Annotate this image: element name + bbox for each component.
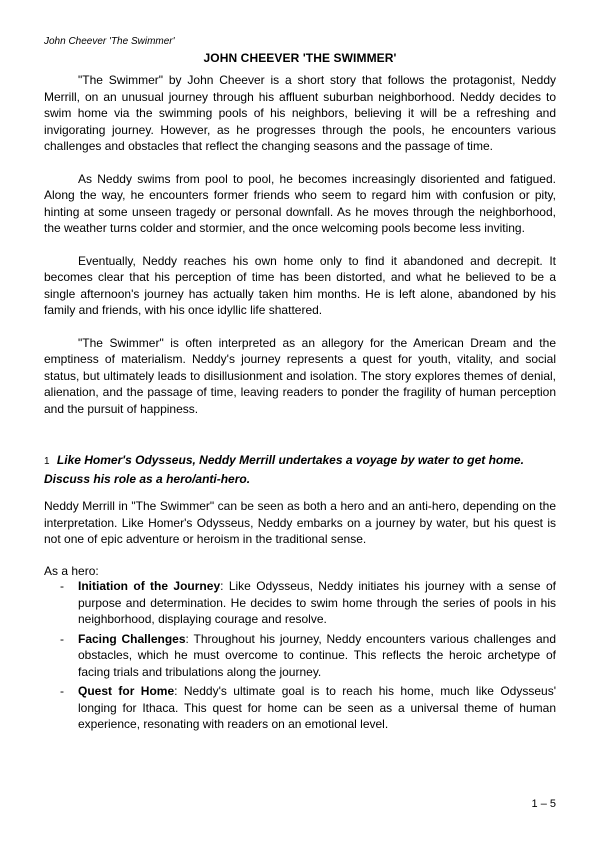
bullet-dash: - (60, 684, 64, 698)
paragraph: "The Swimmer" by John Cheever is a short story that follows the protagonist, Neddy Merrill, on an unusual journey through his affluent suburban neighborhood. Neddy decides to swim home via the swimming pools of his neighbors, believing it will be a refreshing and invigorating journey. However, as he progresses through the pools, he encounters various challenges and obstacles that reflect the changing seasons and the passage of time. (44, 73, 556, 153)
running-header: John Cheever 'The Swimmer' (44, 36, 175, 47)
question-heading (44, 452, 556, 487)
answer-intro: Neddy Merrill in "The Swimmer" can be seen as both a hero and an anti-hero, depending on the interpretation. Like Homer's Odysseus, Neddy embarks on a journey by water, but his quest is not one of epic adventure or heroism in the traditional sense. (44, 499, 556, 546)
paragraph: "The Swimmer" is often interpreted as an allegory for the American Dream and the emptiness of materialism. Neddy's journey represents a quest for youth, vitality, and social status, but ultimately leads to disillusionment and isolation. The story explores themes of denial, alienation, and the passage of time, leaving readers to ponder the fragility of human perception and the pursuit of happiness. (44, 335, 556, 416)
paragraph: Eventually, Neddy reaches his own home only to find it abandoned and decrepit. It becomes clear that his perception of time has been distorted, and what he believed to be a single afternoon's journey has actually taken him months. He is left alone, abandoned by his family and friends, with his once idyllic life shattered. (44, 253, 556, 317)
point-text: : Neddy's ultimate goal is to reach his home, much like Odysseus' longing for Ithaca. This quest for home can be seen as a universal theme of human experience, resonating with readers on an emotional level. (78, 684, 556, 731)
list-item (60, 631, 556, 681)
list-item (60, 683, 556, 733)
bullet-dash: - (60, 579, 64, 593)
point-term: Facing Challenges (78, 631, 186, 646)
bullet-dash: - (60, 631, 64, 646)
paragraph: As Neddy swims from pool to pool, he becomes increasingly disoriented and fatigued. Along the way, he encounters former friends who seem to regard him with confusion or pity, hinting at some unseen tragedy or personal downfall. As he moves through the neighborhood, the weather turns colder and stormier, and the once welcoming pools become less inviting. (44, 171, 556, 235)
page-number: 1 – 5 (531, 798, 556, 810)
question-text: Like Homer's Odysseus, Neddy Merrill undertakes a voyage by water to get home. Discuss his role as a hero/anti-hero. (44, 453, 524, 486)
intro-section (44, 72, 556, 433)
hero-points-list (60, 578, 556, 736)
hero-lead: As a hero: (44, 564, 99, 578)
point-term: Initiation of the Journey (78, 579, 221, 593)
list-item (60, 578, 556, 628)
point-text: : Like Odysseus, Neddy initiates his journey with a sense of purpose and determination. He decides to swim home through the series of pools in his neighborhood, displaying courage and resolve. (78, 579, 556, 626)
question-number: 1 (44, 456, 50, 467)
document-title: JOHN CHEEVER 'THE SWIMMER' (203, 51, 397, 65)
point-term: Quest for Home (78, 684, 175, 698)
point-text: : Throughout his journey, Neddy encounters various challenges and obstacles, which he must overcome to continue. This reflects the heroic archetype of facing trials and tribulations along the journey. (78, 631, 556, 679)
